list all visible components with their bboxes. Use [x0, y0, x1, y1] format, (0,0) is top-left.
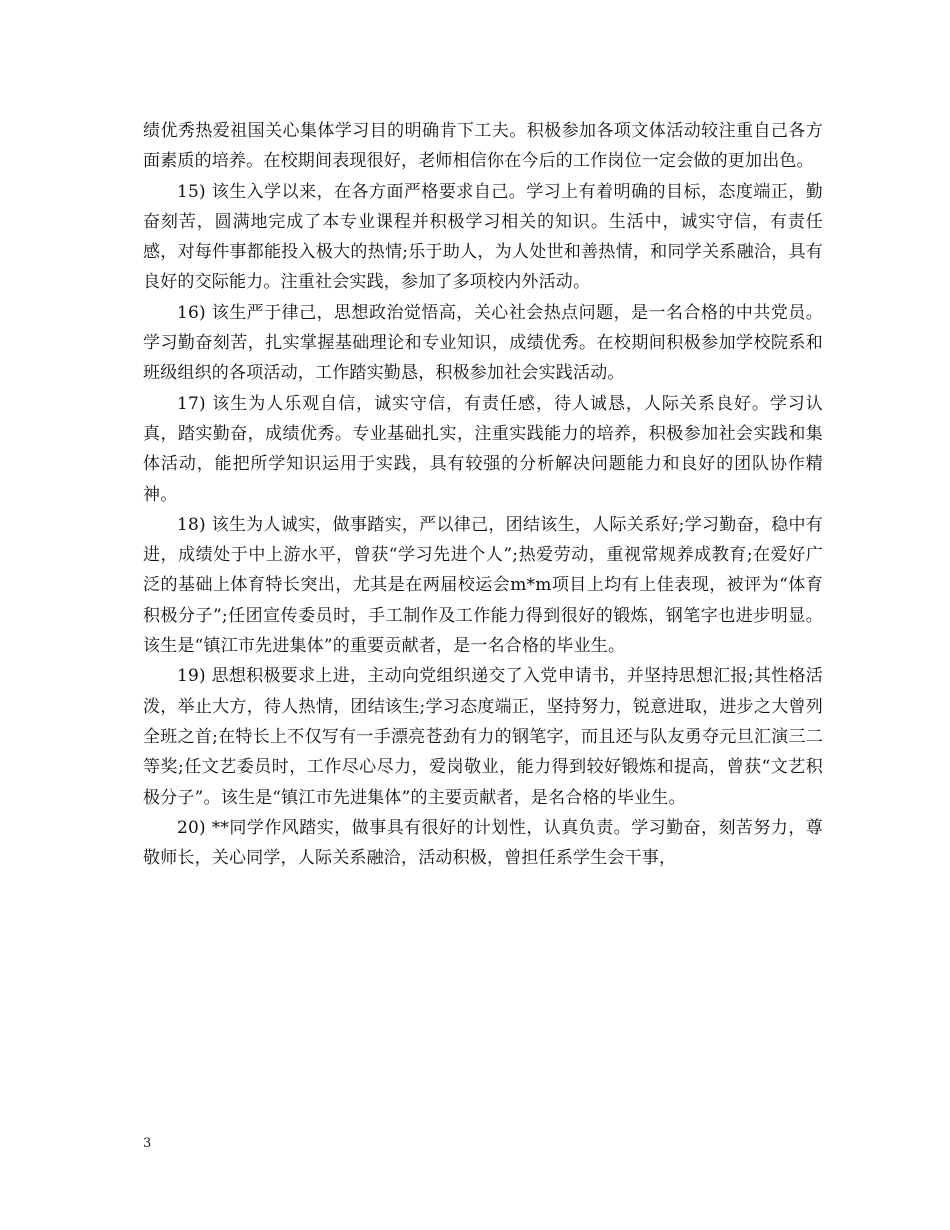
paragraph-continued: 绩优秀热爱祖国关心集体学习目的明确肯下工夫。积极参加各项文体活动较注重自己各方面素质的培养。在校期间表现很好，老师相信你在今后的工作岗位一定会做的更加出色。 — [143, 121, 823, 172]
page-number: 3 — [143, 1136, 152, 1151]
paragraph-item-20: 20) **同学作风踏实，做事具有很好的计划性，认真负责。学习勤奋，刻苦努力，尊敬师长，关心同学，人际关系融洽，活动积极，曾担任系学生会干事， — [143, 817, 823, 869]
paragraph-item-18: 18) 该生为人诚实，做事踏实，严以律己，团结该生，人际关系好;学习勤奋，稳中有进，成绩处于中上游水平，曾获“学习先进个人”;热爱劳动，重视常规养成教育;在爱好广泛的基础上体育特长突出，尤其是在两届校运会m*m项目上均有上佳表现，被评为“体育积极分子”;任团宣传委员时，手工制作及工作能力得到很好的锻炼，钢笔字也进步明显。该生是“镇江市先进集体”的重要贡献者，是一名合格的毕业生。 — [143, 514, 823, 657]
paragraph-item-16: 16) 该生严于律己，思想政治觉悟高，关心社会热点问题，是一名合格的中共党员。学习勤奋刻苦，扎实掌握基础理论和专业知识，成绩优秀。在校期间积极参加学校院系和班级组织的各项活动，工作踏实勤恳，积极参加社会实践活动。 — [143, 302, 823, 384]
paragraph-item-17: 17) 该生为人乐观自信，诚实守信，有责任感，待人诚恳，人际关系良好。学习认真，踏实勤奋，成绩优秀。专业基础扎实，注重实践能力的培养，积极参加社会实践和集体活动，能把所学知识运用于实践，具有较强的分析解决问题能力和良好的团队协作精神。 — [143, 393, 823, 505]
document-body — [143, 116, 823, 873]
paragraph-item-15: 15) 该生入学以来，在各方面严格要求自己。学习上有着明确的目标，态度端正，勤奋刻苦，圆满地完成了本专业课程并积极学习相关的知识。生活中，诚实守信，有责任感，对每件事都能投入极大的热情;乐于助人，为人处世和善热情，和同学关系融洽，具有良好的交际能力。注重社会实践，参加了多项校内外活动。 — [143, 181, 823, 293]
paragraph-item-19: 19) 思想积极要求上进，主动向党组织递交了入党申请书，并坚持思想汇报;其性格活泼，举止大方，待人热情，团结该生;学习态度端正，坚持努力，锐意进取，进步之大曾列全班之首;在特长上不仅写有一手漂亮苍劲有力的钢笔字，而且还与队友勇夺元旦汇演三二等奖;任文艺委员时，工作尽心尽力，爱岗敬业，能力得到较好锻炼和提高，曾获“文艺积极分子”。该生是“镇江市先进集体”的主要贡献者，是名合格的毕业生。 — [143, 666, 823, 808]
